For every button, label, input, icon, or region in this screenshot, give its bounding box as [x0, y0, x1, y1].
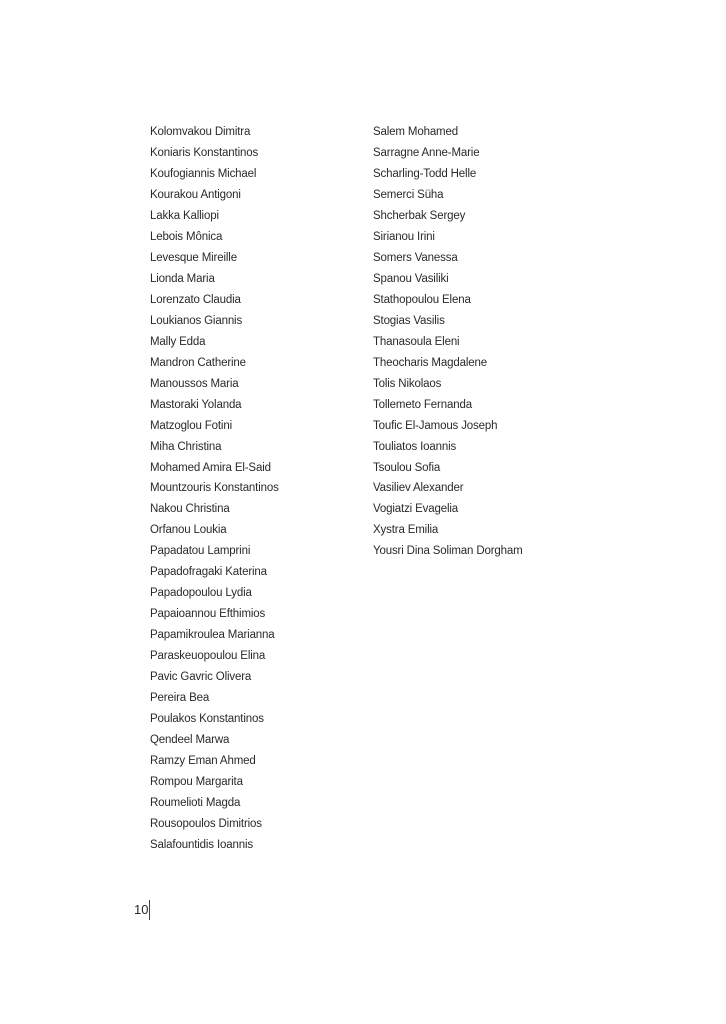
name-entry: Lebois Mônica [150, 230, 223, 243]
name-entry: Tsoulou Sofia [373, 461, 441, 474]
name-entry: Shcherbak Sergey [373, 209, 466, 222]
name-entry: Papadofragaki Katerina [150, 566, 267, 579]
name-entry: Mandron Catherine [150, 356, 246, 369]
name-entry: Loukianos Giannis [150, 314, 243, 327]
name-entry: Salem Mohamed [373, 126, 458, 138]
name-entry: Ramzy Eman Ahmed [150, 755, 256, 768]
name-entry: Xystra Emilia [373, 524, 439, 537]
name-entry: Semerci Süha [373, 188, 444, 201]
name-entry: Stathopoulou Elena [373, 293, 471, 306]
name-entry: Levesque Mireille [150, 251, 237, 264]
name-entry: Rousopoulos Dimitrios [150, 817, 262, 830]
name-entry: Mally Edda [150, 335, 206, 348]
name-entry: Touliatos Ioannis [373, 440, 457, 453]
name-entry: Matzoglou Fotini [150, 419, 232, 432]
names-column-left [150, 122, 279, 856]
name-entry: Manoussos Maria [150, 377, 239, 390]
name-entry: Qendeel Marwa [150, 734, 230, 747]
name-entry: Theocharis Magdalene [373, 356, 487, 369]
name-entry: Papamikroulea Marianna [150, 629, 275, 642]
name-entry: Koniaris Konstantinos [150, 146, 259, 159]
name-entry: Stogias Vasilis [373, 314, 445, 327]
name-entry: Pavic Gavric Olivera [150, 671, 252, 684]
page-number: 10 [134, 902, 149, 917]
name-entry: Yousri Dina Soliman Dorgham [373, 545, 523, 558]
name-entry: Scharling-Todd Helle [373, 167, 477, 180]
name-entry: Spanou Vasiliki [373, 272, 449, 285]
name-entry: Vogiatzi Evagelia [373, 503, 459, 516]
name-entry: Tollemeto Fernanda [373, 398, 472, 411]
name-entry: Kourakou Antigoni [150, 188, 241, 201]
name-entry: Papadatou Lamprini [150, 545, 251, 558]
page-number-divider [149, 900, 150, 920]
name-entry: Orfanou Loukia [150, 524, 227, 537]
names-column-right [373, 122, 523, 562]
name-entry: Paraskeuopoulou Elina [150, 650, 266, 663]
name-entry: Lakka Kalliopi [150, 209, 219, 222]
name-entry: Thanasoula Eleni [373, 335, 460, 348]
name-entry: Tolis Nikolaos [373, 377, 442, 390]
name-entry: Roumelioti Magda [150, 797, 241, 809]
name-entry: Miha Christina [150, 440, 222, 453]
name-entry: Mohamed Amira El-Said [150, 461, 271, 474]
name-entry: Somers Vanessa [373, 251, 458, 264]
name-entry: Koufogiannis Michael [150, 167, 257, 180]
name-entry: Toufic El-Jamous Joseph [373, 419, 498, 432]
name-entry: Lorenzato Claudia [150, 293, 241, 306]
name-entry: Rompou Margarita [150, 776, 243, 789]
name-entry: Mountzouris Konstantinos [150, 482, 279, 495]
name-entry: Papadopoulou Lydia [150, 587, 252, 600]
name-entry: Vasiliev Alexander [373, 482, 464, 495]
name-entry: Kolomvakou Dimitra [150, 126, 251, 138]
name-entry: Mastoraki Yolanda [150, 398, 242, 411]
name-entry: Salafountidis Ioannis [150, 838, 253, 851]
name-entry: Poulakos Konstantinos [150, 713, 264, 726]
name-entry: Lionda Maria [150, 272, 215, 285]
name-entry: Papaioannou Efthimios [150, 608, 266, 621]
name-entry: Sirianou Irini [373, 230, 435, 243]
name-entry: Pereira Bea [150, 692, 210, 705]
name-entry: Nakou Christina [150, 503, 230, 516]
name-entry: Sarragne Anne-Marie [373, 146, 480, 159]
